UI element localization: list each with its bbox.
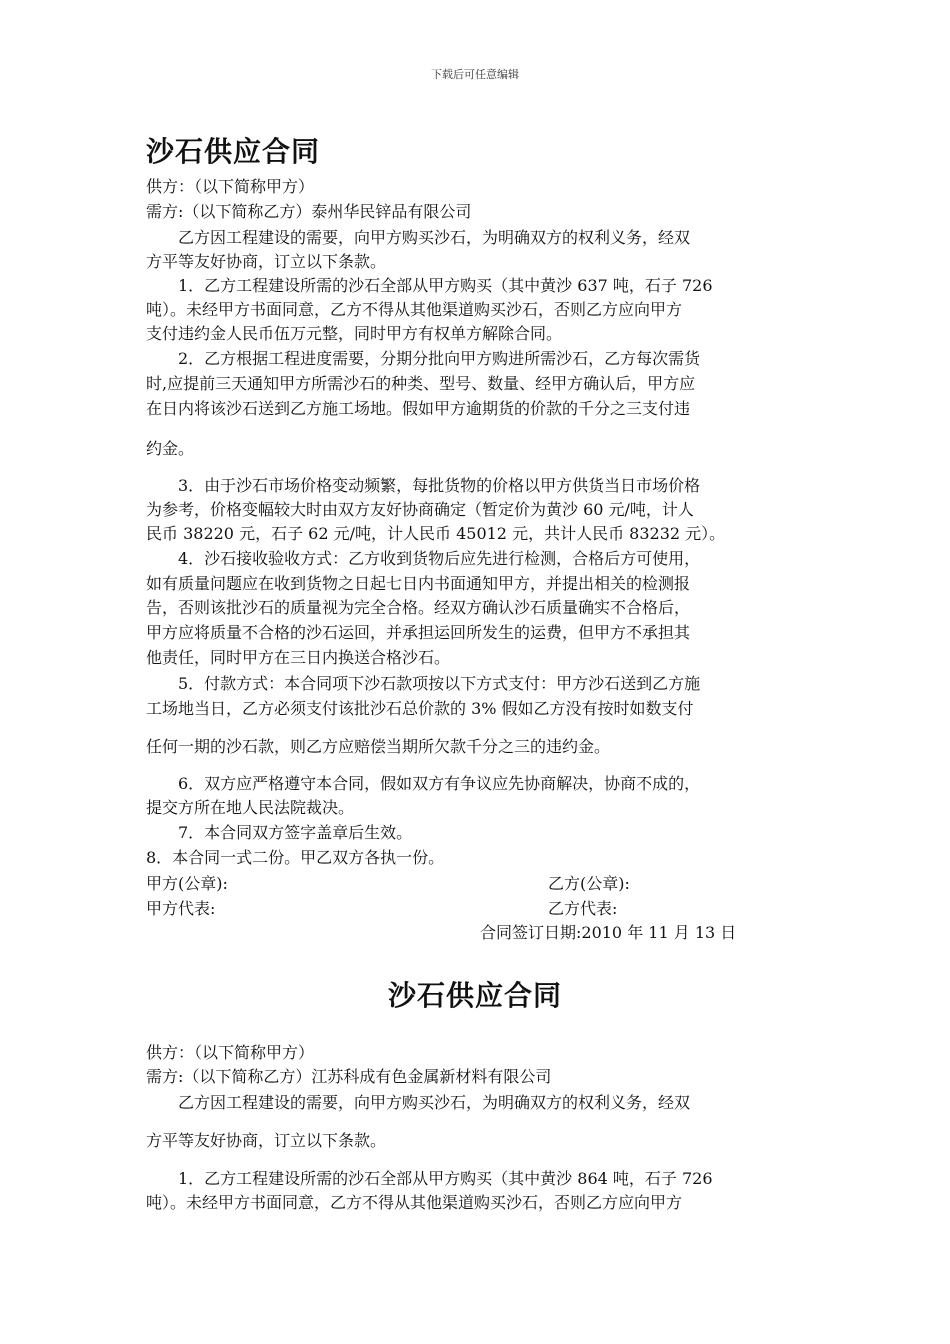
supplier-line: 供方：（以下简称甲方） (146, 1043, 315, 1062)
clause-4-line: 如有质量问题应在收到货物之日起七日内书面通知甲方，并提出相关的检测报 (146, 574, 691, 593)
clause-4-line: 告，否则该批沙石的质量视为完全合格。经双方确认沙石质量确实不合格后， (146, 598, 691, 617)
intro-line: 方平等友好协商，订立以下条款。 (146, 252, 387, 271)
buyer-line: 需方:（以下简称乙方）泰州华民锌品有限公司 (146, 202, 472, 221)
clause-3-line: 民币 38220 元，石子 62 元/吨，计人民币 45012 元，共计人民币 83232 元）。 (146, 524, 726, 543)
clause-2-line: 时,应提前三天通知甲方所需沙石的种类、型号、数量、经甲方确认后，甲方应 (146, 374, 696, 393)
party-b-seal-label: 乙方(公章): (548, 874, 630, 893)
header-note: 下载后可任意编辑 (431, 68, 519, 81)
clause-3-line: 为参考，价格变幅较大时由双方友好协商确定（暂定价为黄沙 60 元/吨，计人 (146, 500, 694, 519)
clause-6-line: 6．双方应严格遵守本合同，假如双方有争议应先协商解决，协商不成的， (178, 774, 701, 793)
clause-2-line: 在日内将该沙石送到乙方施工场地。假如甲方逾期货的价款的千分之三支付违 (146, 399, 691, 418)
clause-4-line: 甲方应将质量不合格的沙石运回，并承担运回所发生的运费，但甲方不承担其 (146, 623, 691, 642)
supplier-line: 供方：（以下简称甲方） (146, 177, 315, 196)
clause-2-line: 约金。 (146, 439, 195, 458)
clause-4-line: 他责任，同时甲方在三日内换送合格沙石。 (146, 648, 451, 667)
intro-line: 乙方因工程建设的需要，向甲方购买沙石，为明确双方的权利义务，经双 (178, 228, 691, 247)
clause-1-line: 1．乙方工程建设所需的沙石全部从甲方购买（其中黄沙 864 吨，石子 726 (178, 1169, 713, 1188)
party-b-rep-label: 乙方代表: (548, 899, 618, 918)
clause-1-line: 吨）。未经甲方书面同意，乙方不得从其他渠道购买沙石，否则乙方应向甲方 (146, 1193, 683, 1212)
clause-2-line: 2．乙方根据工程进度需要，分期分批向甲方购进所需沙石，乙方每次需货 (178, 349, 701, 368)
clause-1-line: 吨）。未经甲方书面同意，乙方不得从其他渠道购买沙石，否则乙方应向甲方 (146, 300, 683, 319)
clause-5-line: 5．付款方式：本合同项下沙石款项按以下方式支付：甲方沙石送到乙方施 (178, 674, 701, 693)
clause-3-line: 3．由于沙石市场价格变动频繁，每批货物的价格以甲方供货当日市场价格 (178, 476, 701, 495)
intro-line: 乙方因工程建设的需要，向甲方购买沙石，为明确双方的权利义务，经双 (178, 1093, 691, 1112)
contract-1-title: 沙石供应合同 (146, 135, 321, 168)
clause-5-line: 任何一期的沙石款，则乙方应赔偿当期所欠款千分之三的违约金。 (146, 737, 611, 756)
intro-line: 方平等友好协商，订立以下条款。 (146, 1131, 387, 1150)
contract-2-title: 沙石供应合同 (387, 979, 562, 1012)
clause-8-line: 8．本合同一式二份。甲乙双方各执一份。 (146, 848, 445, 867)
buyer-line: 需方:（以下简称乙方）江苏科成有色金属新材料有限公司 (146, 1067, 552, 1086)
clause-5-line: 工场地当日，乙方必须支付该批沙石总价款的 3% 假如乙方没有按时如数支付 (146, 699, 694, 718)
party-a-rep-label: 甲方代表: (146, 899, 216, 918)
clause-1-line: 1．乙方工程建设所需的沙石全部从甲方购买（其中黄沙 637 吨，石子 726 (178, 276, 713, 295)
clause-1-line: 支付违约金人民币伍万元整，同时甲方有权单方解除合同。 (146, 324, 563, 343)
clause-7-line: 7．本合同双方签字盖章后生效。 (178, 823, 413, 842)
clause-4-line: 4．沙石接收验收方式：乙方收到货物后应先进行检测，合格后方可使用， (178, 549, 701, 568)
clause-6-line: 提交方所在地人民法院裁决。 (146, 798, 355, 817)
signing-date: 合同签订日期:2010 年 11 月 13 日 (480, 923, 737, 942)
party-a-seal-label: 甲方(公章): (146, 874, 228, 893)
